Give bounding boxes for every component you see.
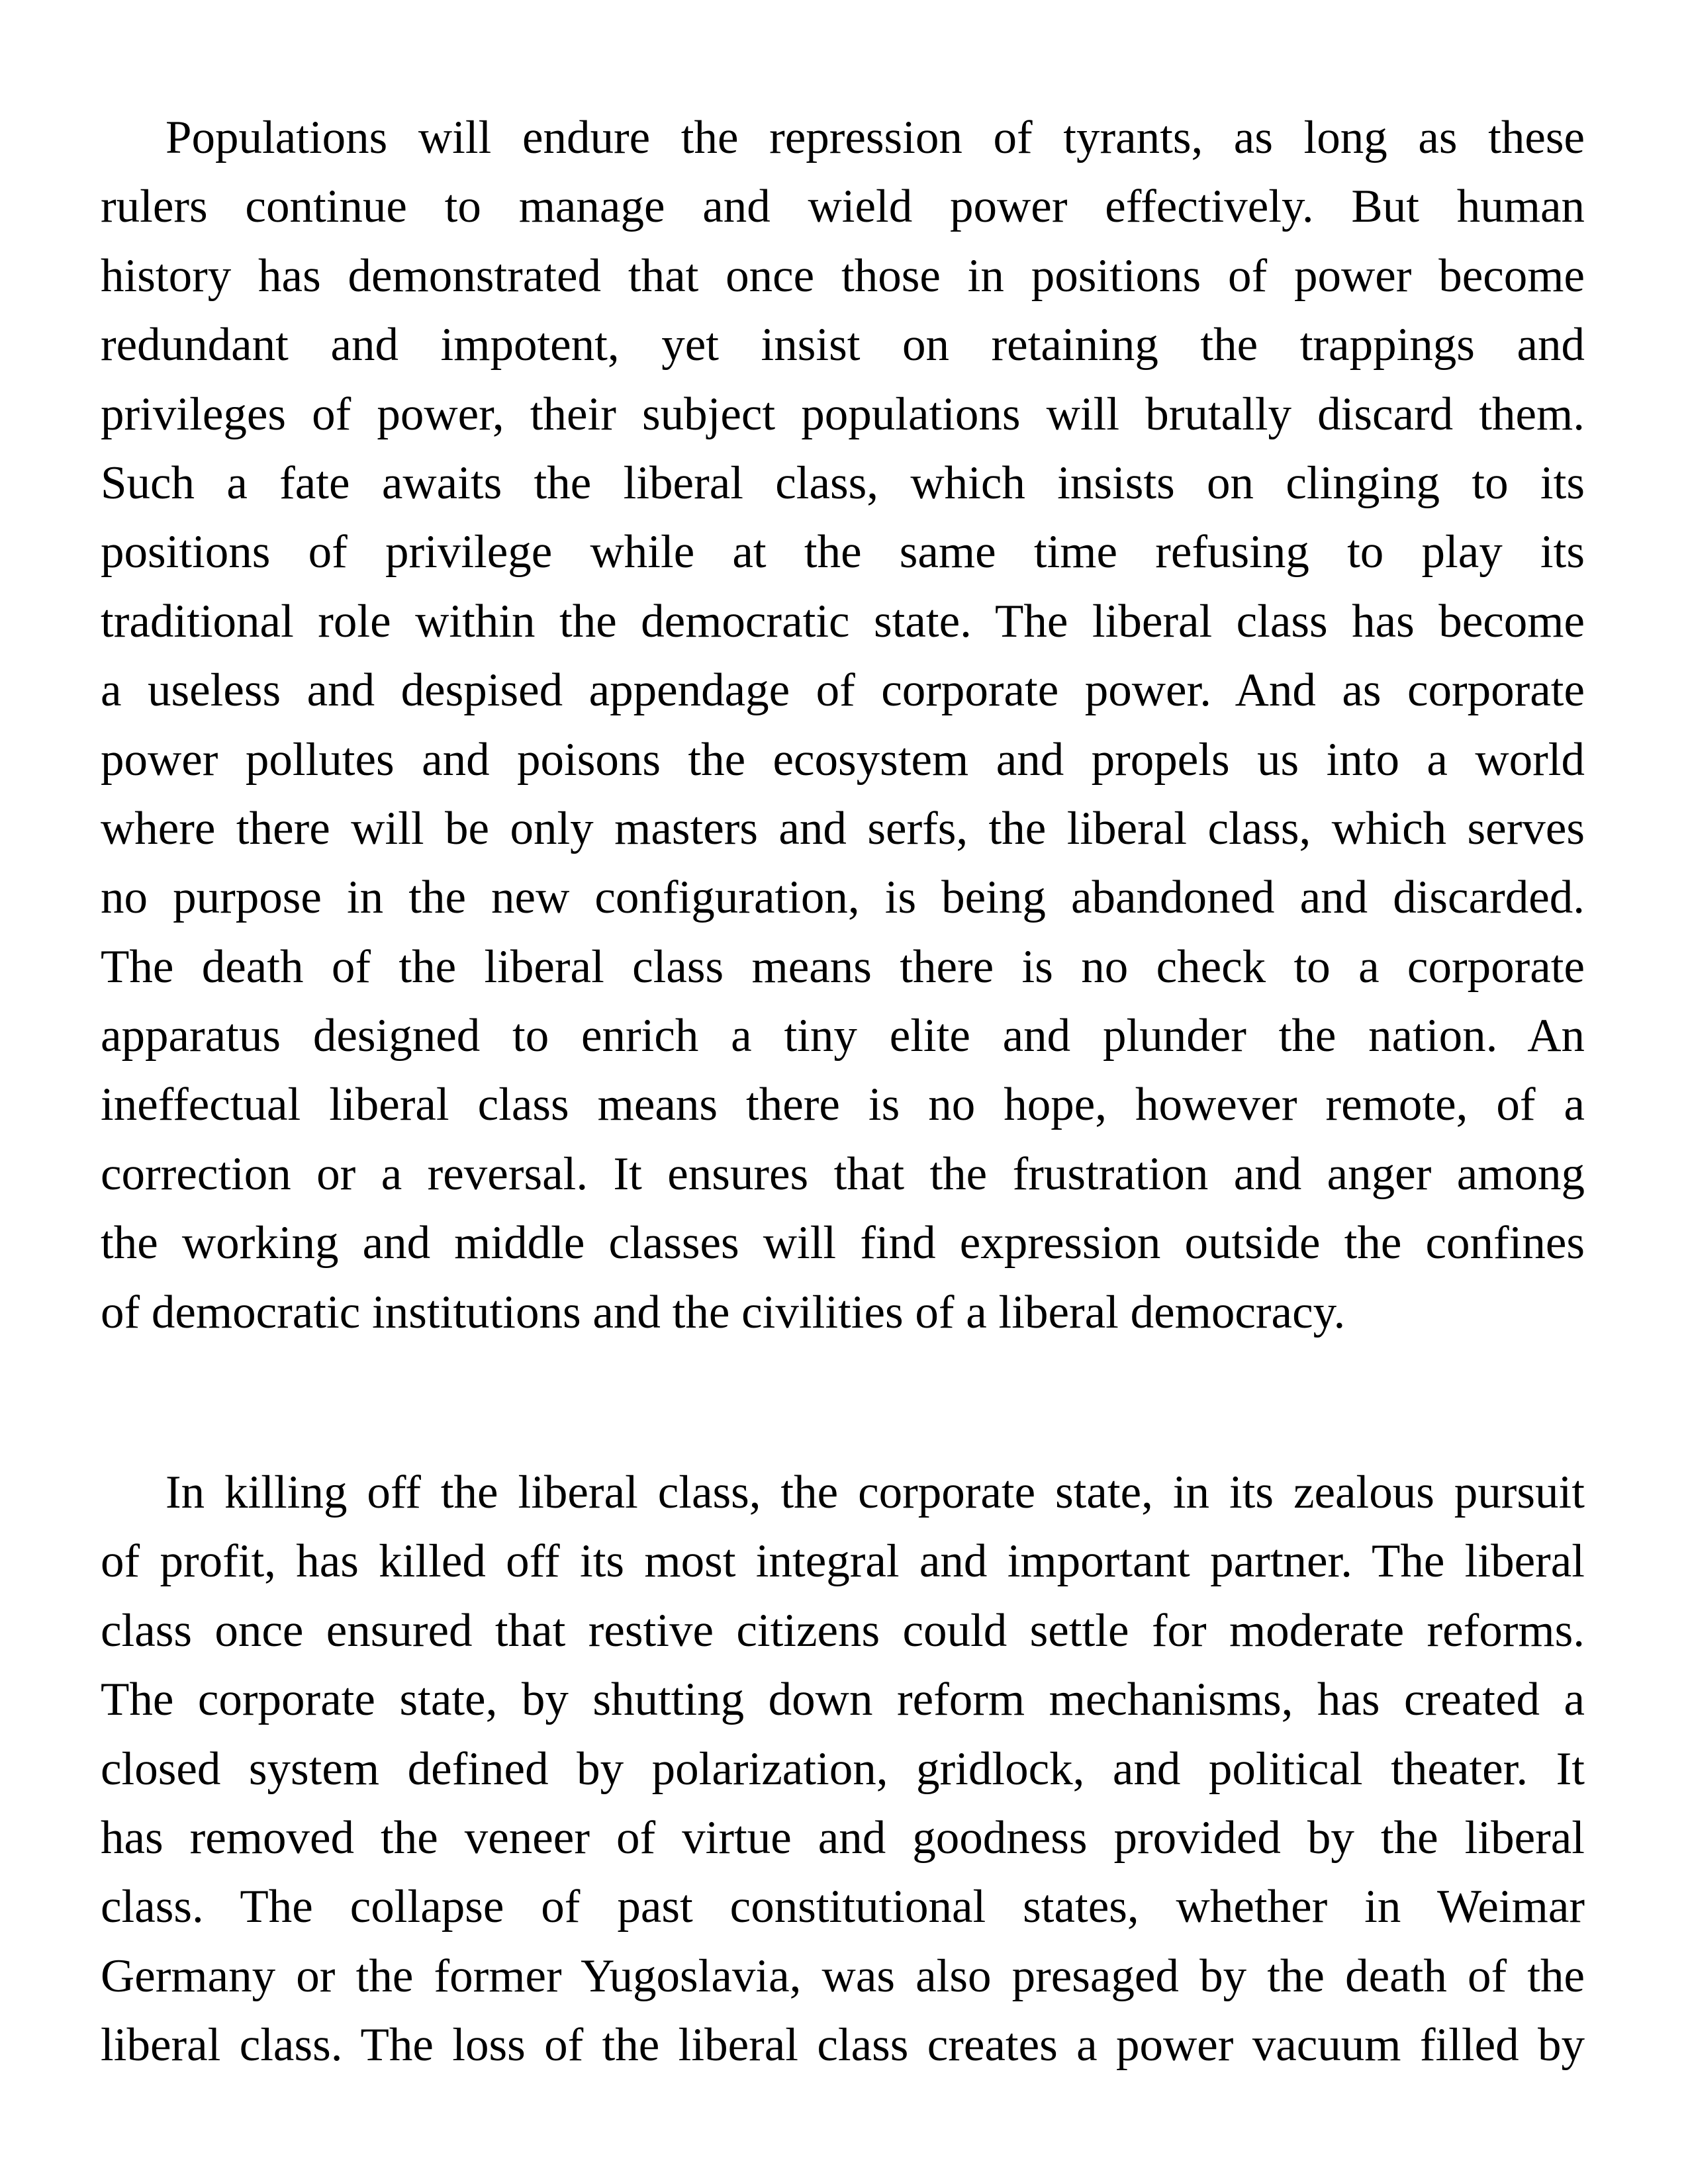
paragraph-line: positions of privilege while at the same time refusing to play its [101,526,1585,578]
paragraph-line: ineffectual liberal class means there is no hope, however remote, of a [101,1079,1585,1131]
paragraph-line: rulers continue to manage and wield power effectively. But human [101,181,1585,233]
paragraph-line: class. The collapse of past constitutional states, whether in Weimar [101,1881,1585,1933]
paragraph-line: Germany or the former Yugoslavia, was also presaged by the death of the [101,1950,1585,2002]
paragraph-line: has removed the veneer of virtue and goodness provided by the liberal [101,1811,1585,1864]
paragraph-line: where there will be only masters and serfs, the liberal class, which serves [101,802,1585,854]
paragraph-line: Populations will endure the repression of tyrants, as long as these [165,112,1585,163]
paragraph-line: the working and middle classes will find expression outside the confines [101,1217,1585,1269]
paragraph-line: redundant and impotent, yet insist on retaining the trappings and [101,319,1585,371]
paragraph-line: class once ensured that restive citizens could settle for moderate reforms. [101,1604,1585,1657]
paragraph-line: traditional role within the democratic state. The liberal class has become [101,595,1585,647]
paragraph-line: The death of the liberal class means there is no check to a corporate [101,940,1585,993]
paragraph-line: no purpose in the new configuration, is being abandoned and discarded. [101,872,1585,924]
paragraph-line: correction or a reversal. It ensures that the frustration and anger among [101,1148,1585,1200]
paragraph-line: of democratic institutions and the civilities of a liberal democracy. [101,1286,1346,1338]
paragraph-line: In killing off the liberal class, the corporate state, in its zealous pursuit [165,1467,1585,1518]
paragraph-1 [101,103,1585,1347]
paragraph-line: of profit, has killed off its most integral and important partner. The liberal [101,1535,1585,1588]
paragraph-line: The corporate state, by shutting down reform mechanisms, has created a [101,1674,1585,1726]
paragraph-line: liberal class. The loss of the liberal class creates a power vacuum filled by [101,2019,1585,2071]
paragraph-line: power pollutes and poisons the ecosystem and propels us into a world [101,733,1585,786]
paragraph-line: closed system defined by polarization, gridlock, and political theater. It [101,1743,1585,1795]
paragraph-line: apparatus designed to enrich a tiny elite and plunder the nation. An [101,1010,1585,1062]
paragraph-line: Such a fate awaits the liberal class, which insists on clinging to its [101,457,1585,509]
paragraph-line: history has demonstrated that once those in positions of power become [101,250,1585,302]
paragraph-line: a useless and despised appendage of corporate power. And as corporate [101,664,1585,717]
paragraph-2 [101,1458,1585,2080]
paragraph-line: privileges of power, their subject populations will brutally discard them. [101,388,1585,440]
